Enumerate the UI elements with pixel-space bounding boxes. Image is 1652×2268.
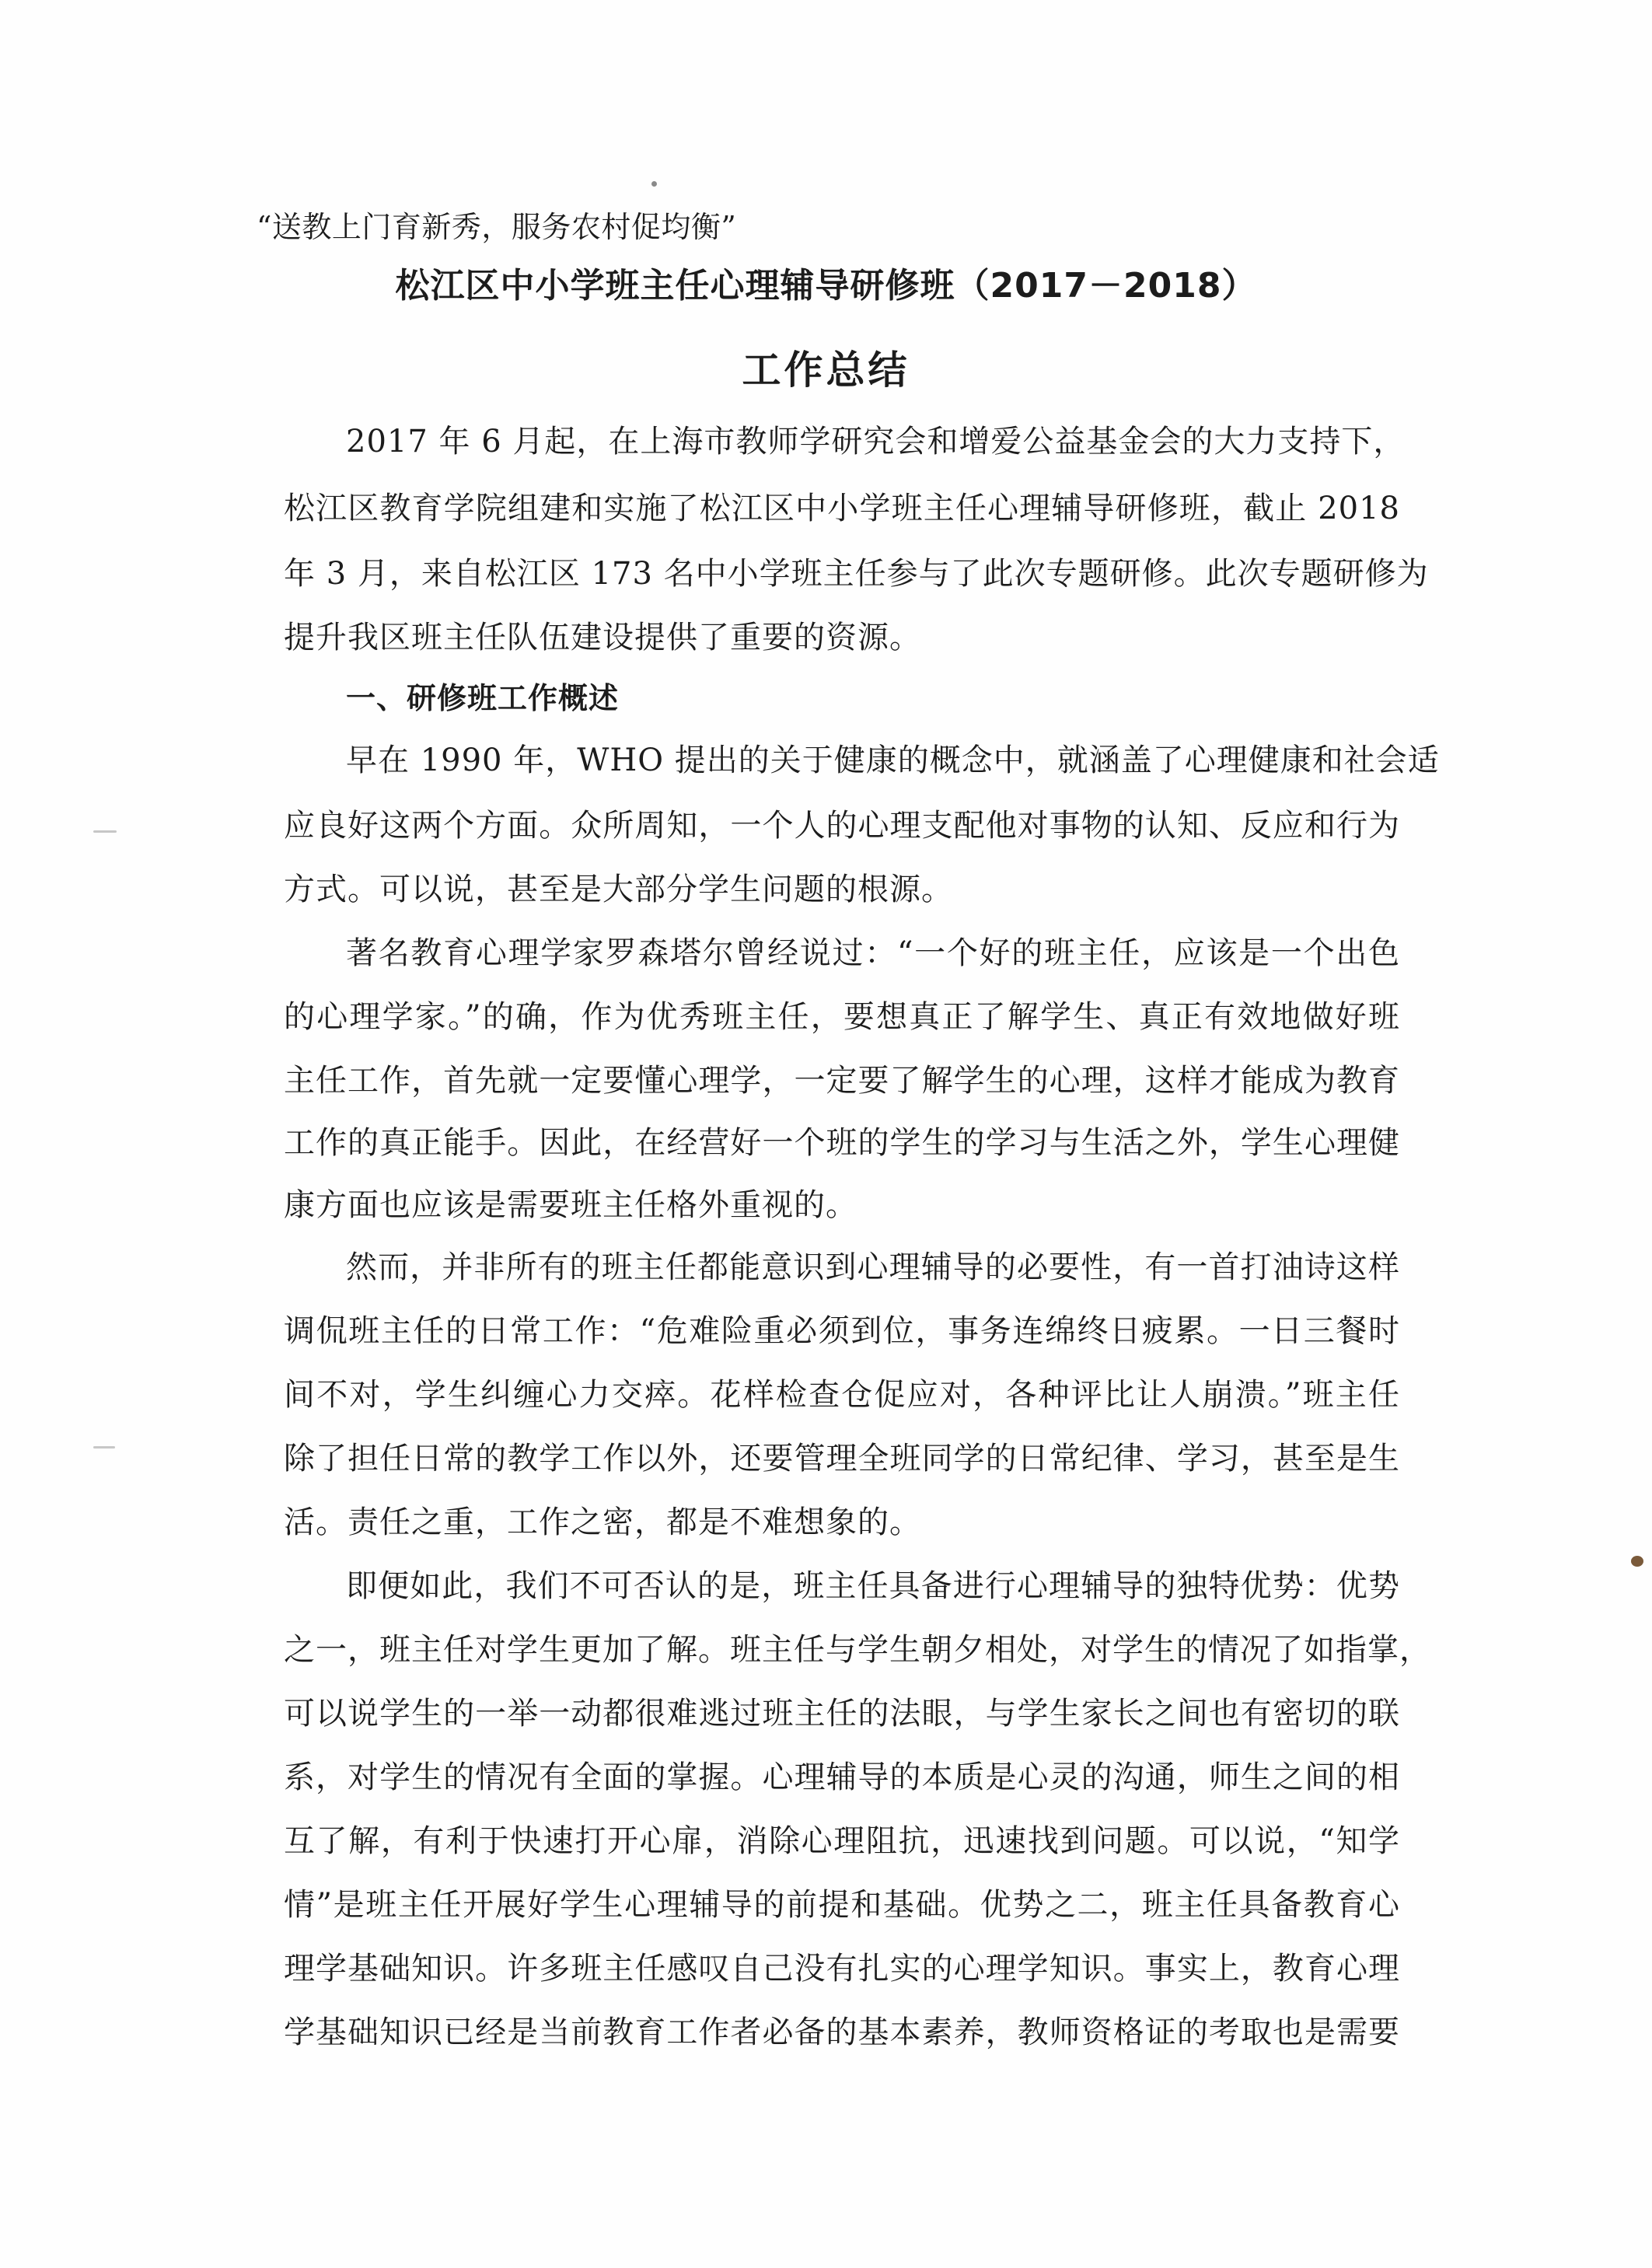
document-subtitle: 工作总结 [742, 348, 910, 393]
body-line: 然而，并非所有的班主任都能意识到心理辅导的必要性，有一首打油诗这样 [346, 1249, 1400, 1285]
scan-speck [93, 830, 117, 833]
section-heading: 一、研修班工作概述 [346, 681, 620, 715]
body-line: 的心理学家。”的确，作为优秀班主任，要想真正了解学生、真正有效地做好班 [284, 999, 1400, 1035]
body-line: 可以说学生的一举一动都很难逃过班主任的法眼，与学生家长之间也有密切的联 [284, 1696, 1400, 1732]
body-line: 康方面也应该是需要班主任格外重视的。 [284, 1187, 857, 1223]
body-line: 方式。可以说，甚至是大部分学生问题的根源。 [284, 872, 953, 907]
body-line: 工作的真正能手。因此，在经营好一个班的学生的学习与生活之外，学生心理健 [284, 1125, 1400, 1161]
body-line: 2017 年 6 月起，在上海市教师学研究会和增爱公益基金会的大力支持下， [346, 424, 1406, 460]
body-line: 年 3 月，来自松江区 173 名中小学班主任参与了此次专题研修。此次专题研修为 [284, 556, 1429, 592]
scan-speck [1631, 1556, 1643, 1567]
scan-speck [651, 181, 657, 187]
body-line: 即便如此，我们不可否认的是，班主任具备进行心理辅导的独特优势：优势 [346, 1568, 1400, 1604]
body-line: 早在 1990 年，WHO 提出的关于健康的概念中，就涵盖了心理健康和社会适 [346, 743, 1440, 778]
body-line: 主任工作，首先就一定要懂心理学，一定要了解学生的心理，这样才能成为教育 [284, 1063, 1400, 1099]
body-line: 活。责任之重，工作之密，都是不难想象的。 [284, 1504, 921, 1540]
body-line: 之一，班主任对学生更加了解。班主任与学生朝夕相处，对学生的情况了如指掌， [284, 1632, 1431, 1668]
body-line: 著名教育心理学家罗森塔尔曾经说过：“一个好的班主任，应该是一个出色 [346, 935, 1400, 971]
body-line: 提升我区班主任队伍建设提供了重要的资源。 [284, 620, 921, 655]
scan-speck [93, 1446, 115, 1449]
body-line: 理学基础知识。许多班主任感叹自己没有扎实的心理学知识。事实上，教育心理 [284, 1951, 1400, 1987]
body-line: 情”是班主任开展好学生心理辅导的前提和基础。优势之二，班主任具备教育心 [284, 1887, 1400, 1923]
body-line: 学基础知识已经是当前教育工作者必备的基本素养，教师资格证的考取也是需要 [284, 2015, 1400, 2050]
body-line: 调侃班主任的日常工作：“危难险重必须到位，事务连绵终日疲累。一日三餐时 [284, 1313, 1400, 1349]
tagline: “送教上门育新秀，服务农村促均衡” [257, 210, 737, 244]
body-line: 间不对，学生纠缠心力交瘁。花样检查仓促应对，各种评比让人崩溃。”班主任 [284, 1377, 1400, 1413]
body-line: 互了解，有利于快速打开心扉，消除心理阻抗，迅速找到问题。可以说，“知学 [284, 1823, 1400, 1859]
body-line: 除了担任日常的教学工作以外，还要管理全班同学的日常纪律、学习，甚至是生 [284, 1441, 1400, 1476]
body-line: 松江区教育学院组建和实施了松江区中小学班主任心理辅导研修班，截止 2018 [284, 491, 1400, 526]
body-line: 系，对学生的情况有全面的掌握。心理辅导的本质是心灵的沟通，师生之间的相 [284, 1760, 1400, 1795]
document-title: 松江区中小学班主任心理辅导研修班（2017－2018） [395, 266, 1257, 306]
body-line: 应良好这两个方面。众所周知，一个人的心理支配他对事物的认知、反应和行为 [284, 808, 1400, 844]
